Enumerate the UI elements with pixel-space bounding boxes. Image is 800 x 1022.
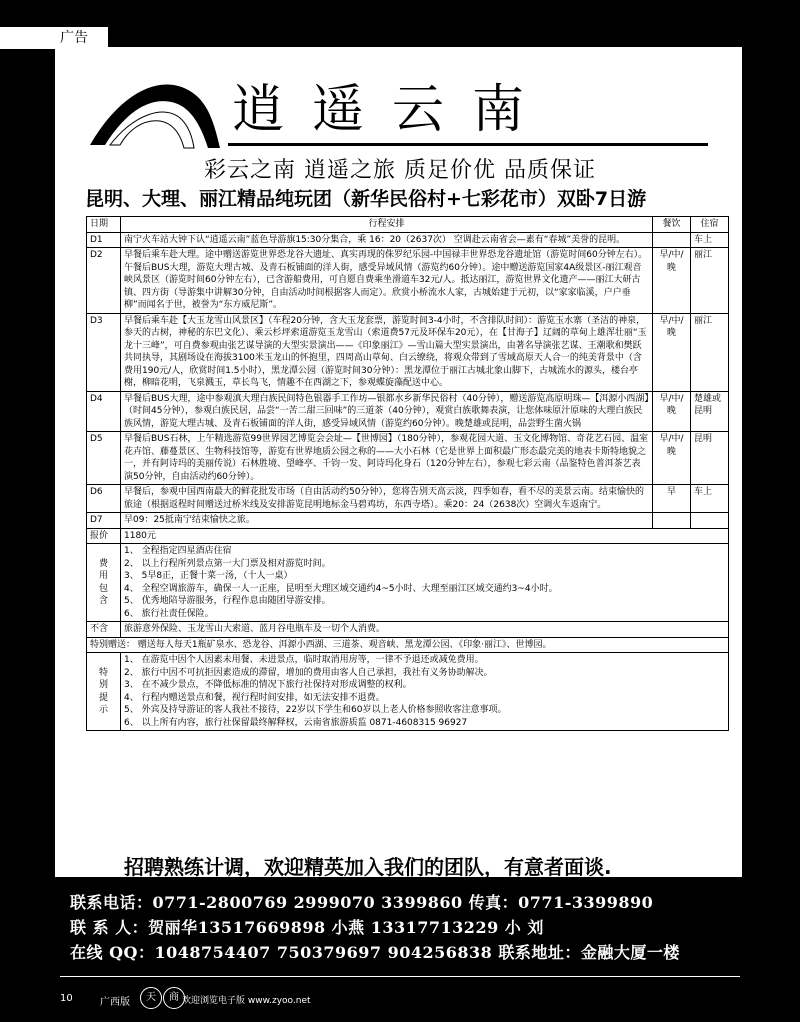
day-label: D5: [87, 432, 121, 485]
page-title: 昆明、大理、丽江精品纯玩团（新华民俗村+七彩花市）双卧7日游: [85, 188, 647, 210]
day-meals: 早/中/晚: [653, 248, 691, 314]
list-item: 4、 行程内赠送景点和餐，视行程时间安排，如无法安排不退费。: [124, 692, 385, 703]
day-itinerary: 早餐后BUS石林，上午精选游览99世界园艺博览会会址—【世博园】（180分钟），参观花园大道、玉文化博物馆、奇花艺石园、温室花卉馆、藤蔓景区、生物科技馆等，游览有世界地质公园之称的——大小石林（它是世界上面积最广形态最完美的地表卡斯特地貌之一，并有阿诗玛的美丽传说）石林胜境、望峰亭、千钧一发、阿诗玛化身石（120分钟左右），参观七彩云南（品鉴特色普洱茶艺表演50分钟，自由活动约60分钟）。: [121, 432, 653, 485]
day-meals: 早/中/晚: [653, 391, 691, 432]
brand-logo-icon: [80, 73, 230, 153]
itinerary-table: [86, 216, 729, 731]
table-row: [87, 485, 729, 513]
table-row: [87, 391, 729, 432]
publisher: 广西版: [100, 997, 130, 1008]
list-item: 6、 旅行社责任保险。: [124, 608, 214, 619]
table-row: [87, 232, 729, 248]
day-lodging: 昆明: [691, 432, 729, 485]
list-item: 5、 外宾及持导游证的客人我社不接待，22岁以下学生和60岁以上老人价格参照收客注意事项。: [124, 705, 507, 715]
list-item: 1、 在游览中因个人因素未用餐、未进景点，临时取消用房等，一律不予退还或减免费用。: [124, 655, 484, 665]
day-label: D1: [87, 232, 121, 248]
day-label: D3: [87, 313, 121, 391]
notes-list: [121, 653, 729, 731]
notes-label: 特别提示: [87, 653, 121, 731]
day-itinerary: 早餐后乘车赴大理。途中赠送游览世界恐龙谷大遗址、真实再现的侏罗纪乐园-中国禄丰世界恐龙谷遗址馆（游览时间60分钟左右）。午餐后BUS大理，游览大理古城、及青石板铺面的洋人街，感受异域风情（游览约60分钟）。途中赠送游览国家4A级景区-丽江观音峡风景区（游览时间60分钟左右），已含游船费用，可自愿自费乘坐滑道车32元/人。抵达丽江，游览世界文化遗产——丽江大研古镇、四方街（导游集中讲解30分钟，自由活动时间根据客人而定）。欣赏小桥流水人家，古城始建于元初，以“家家临溪，户户垂柳”而闻名于世，被誉为“东方威尼斯”。: [121, 248, 653, 314]
day-lodging: 车上: [691, 485, 729, 513]
list-item: 3、 在不减少景点，不降低标准的情况下旅行社保持对形成调整的权利。: [124, 680, 412, 690]
column-header: 餐饮: [653, 217, 691, 233]
day-label: D6: [87, 485, 121, 513]
ad-tag: 广告: [0, 27, 108, 49]
excludes-value: 旅游意外保险、玉龙雪山大索道、蓝月谷电瓶车及一切个人消费。: [121, 622, 729, 638]
site-link[interactable]: 欢迎浏览电子版 www.zyoo.net: [182, 996, 311, 1006]
price-label: 报价: [87, 528, 121, 544]
table-row: [87, 544, 729, 622]
table-row: [87, 513, 729, 529]
day-meals: 早/中/晚: [653, 313, 691, 391]
day-meals: [653, 513, 691, 529]
includes-list: [121, 544, 729, 622]
column-header: 日期: [87, 217, 121, 233]
day-itinerary: 早餐后，参观中国西南最大的鲜花批发市场（自由活动约50分钟），您将告别天高云淡，四季如春，看不尽的美景云南。结束愉快的旅途（根据返程时间赠送过桥米线及安排游览昆明地标金马碧鸡坊，东西寺塔）。乘20：24（2638次）空调火车返南宁。: [121, 485, 653, 513]
divider: [60, 976, 740, 977]
table-row: [87, 653, 729, 731]
day-lodging: 丽江: [691, 313, 729, 391]
table-header: [87, 217, 729, 233]
day-lodging: [691, 513, 729, 529]
day-lodging: 丽江: [691, 248, 729, 314]
table-row: [87, 528, 729, 544]
page-number: 10: [60, 993, 73, 1004]
day-lodging: 楚雄或昆明: [691, 391, 729, 432]
day-meals: 早/中/晚: [653, 432, 691, 485]
publisher-badge-icon: 商: [163, 987, 185, 1009]
day-meals: 早: [653, 485, 691, 513]
day-label: D2: [87, 248, 121, 314]
day-itinerary: 早09：25抵南宁结束愉快之旅。: [121, 513, 653, 529]
list-item: 2、 以上行程所列景点第一大门票及相对游览时间。: [124, 558, 331, 569]
publisher-badge-icon: 天: [140, 987, 162, 1009]
table-row: [87, 432, 729, 485]
includes-label: 费用包含: [87, 544, 121, 622]
gifts-value: 赠送每人每天1瓶矿泉水、恐龙谷、洱源小西湖、三道茶、观音峡、黑龙潭公园、《印象·丽江》、世博园。: [137, 639, 552, 650]
list-item: 5、 优秀地陪导游服务，行程作息由随团导游安排。: [124, 596, 331, 606]
day-itinerary: 早餐后乘车赴【大玉龙雪山风景区】（车程20分钟，含大玉龙套票，游览时间3-4小时，不含排队时间）：游览玉水寨（圣洁的神泉，参天的古树，神秘的东巴文化）、乘云杉坪索道游览玉龙雪山（索道费57元及环保车20元），在【甘海子】辽阔的草甸上雄浑壮丽“玉龙十三峰”，可自费参观由张艺谋导演的大型实景演出——《印象丽江》—雪山篇大型实景演出，由著名导演张艺谋、王潮歌和樊跃共同执导，其剧场设在海拔3100米玉龙山的怀抱里，四周高山草甸、白云缭绕，将观众带到了雪域高原天人合一的纯美背景中（含费用190元/人，欣赏时间1.5小时），黑龙潭公园（游览时间30分钟）：黑龙潭位于丽江古城北象山脚下，古城流水的源头，楼台亭榭，柳暗花明，飞泉溅玉，草长鸟飞，情趣不在西湖之下，参观蝶旋藻配送中心。: [121, 313, 653, 391]
recruit-banner: 招聘熟练计调，欢迎精英加入我们的团队，有意者面谈.: [124, 855, 612, 879]
contact-phone: 联系电话：0771-2800769 2999070 3399860 传真：0771-3399890: [70, 893, 654, 912]
footer: [0, 975, 800, 1015]
table-row: [87, 313, 729, 391]
day-itinerary: 南宁火车站大钟下认“逍遥云南”蓝色导游旗15:30分集合，乘 16：20（2637次） 空调赴云南省会—素有“春城”美誉的昆明。: [121, 232, 653, 248]
table-row: [87, 637, 729, 653]
excludes-label: 不含: [87, 622, 121, 638]
day-lodging: 车上: [691, 232, 729, 248]
day-label: D4: [87, 391, 121, 432]
list-item: 2、 旅行中因不可抗拒因素造成的滞留，增加的费用由客人自己承担，我社有义务协助解决。: [124, 667, 493, 678]
column-header: 行程安排: [121, 217, 653, 233]
divider: [228, 143, 708, 146]
brand-name: 逍遥云南: [232, 80, 553, 140]
list-item: 6、 以上所有内容，旅行社保留最终解释权，云南省旅游质监 0871-4608315 96927: [124, 717, 468, 728]
price-value: 1180元: [121, 528, 729, 544]
table-row: [87, 248, 729, 314]
gifts-label: 特别赠送：: [90, 639, 136, 650]
list-item: 1、 全程指定四星酒店住宿: [124, 546, 232, 556]
contact-qq: 在线 QQ：1048754407 750379697 904256838 联系地址：金融大厦一楼: [70, 943, 680, 962]
day-label: D7: [87, 513, 121, 529]
list-item: 4、 全程空调旅游车，确保一人一正座，昆明至大理区域交通约4~5小时、大理至丽江区域交通约3~4小时。: [124, 583, 558, 594]
table-row: [87, 622, 729, 638]
list-item: 3、 5早8正，正餐十菜一汤，（十人一桌）: [124, 571, 293, 581]
column-header: 住宿: [691, 217, 729, 233]
day-itinerary: 早餐后BUS大理，途中参观滇大理白族民间特色银器手工作坊—银都水乡新华民俗村（40分钟），赠送游览高原明珠—【洱源小西湖】（时间45分钟），参观白族民居，品尝“一苦二甜三回味”的三道茶（40分钟），观赏白族歌舞表演，让您体味原汁原味的大理白族民族风情，游览大理古城、及青石板铺面的洋人街，感受异域风情（游览约60分钟）。晚楚雄或昆明，品尝野生菌火锅: [121, 391, 653, 432]
contact-person: 联 系 人：贺丽华13517669898 小燕 13317713229 小 刘: [70, 918, 544, 937]
day-meals: [653, 232, 691, 248]
gifts-row: [87, 637, 729, 653]
slogan: 彩云之南 逍遥之旅 质足价优 品质保证: [204, 158, 596, 183]
